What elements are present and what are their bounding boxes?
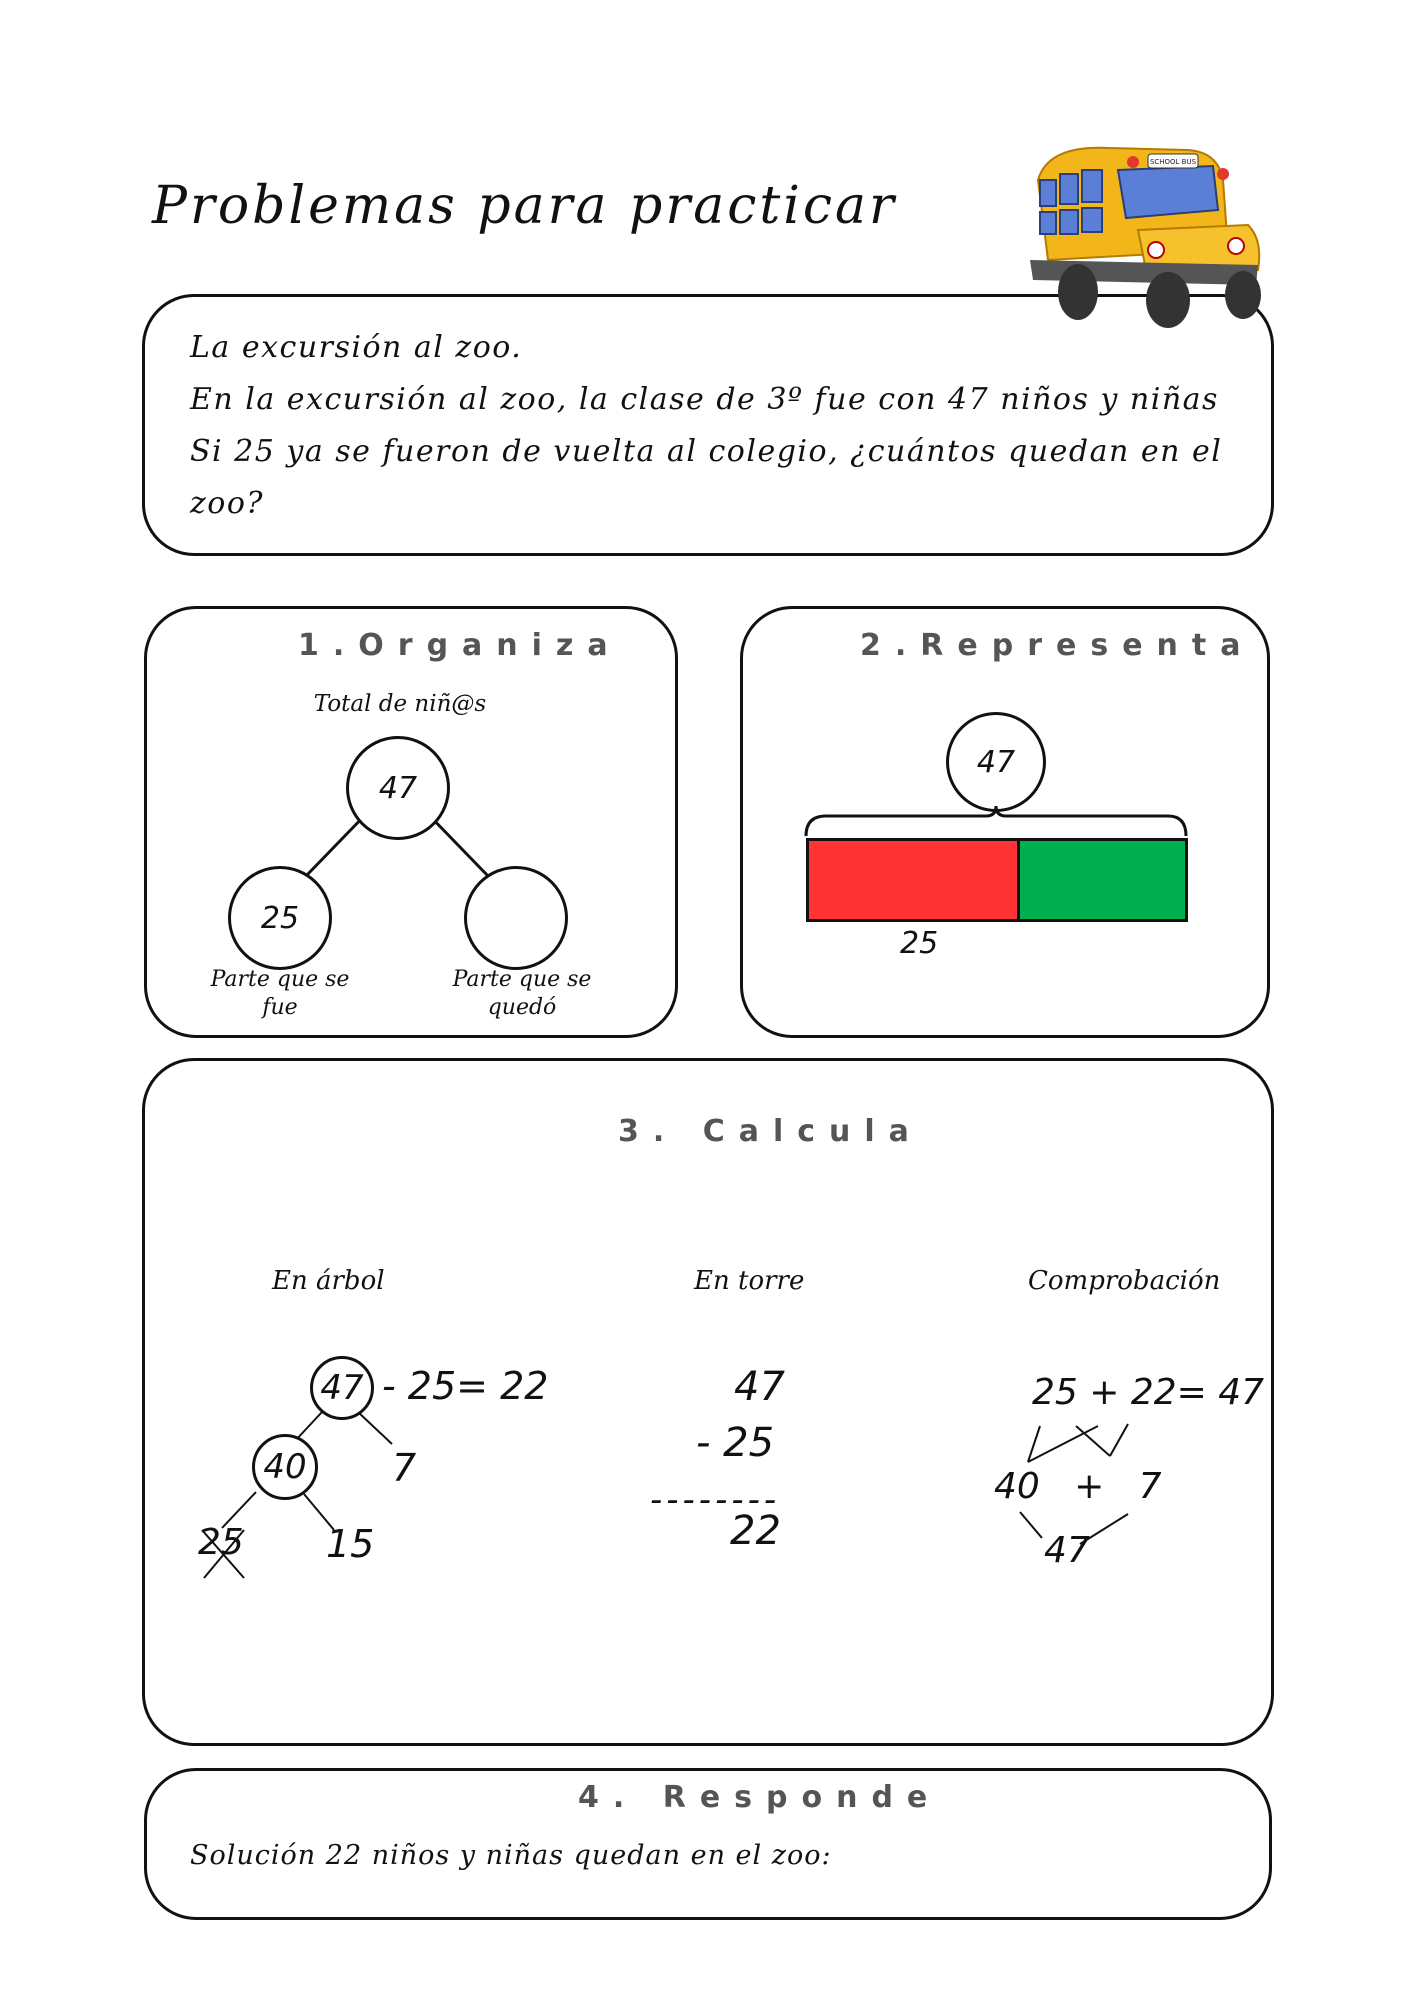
- arbol-equation: - 25= 22: [382, 1364, 549, 1408]
- arbol-label: En árbol: [272, 1266, 385, 1296]
- arbol-left-value: 40: [263, 1447, 307, 1487]
- problem-line-3: Si 25 ya se fueron de vuelta al colegio, ¿cuántos quedan en el: [190, 434, 1223, 469]
- calcula-heading: 3. Calcula: [618, 1114, 923, 1149]
- representa-total-value: 47: [976, 744, 1016, 780]
- arbol-right-value: 7: [392, 1446, 417, 1490]
- comprobacion-equation: 25 + 22= 47: [1032, 1372, 1265, 1413]
- torre-label: En torre: [694, 1266, 805, 1296]
- problem-line-2: En la excursión al zoo, la clase de 3º fue con 47 niños y niñas: [190, 382, 1219, 417]
- responde-answer: Solución 22 niños y niñas quedan en el zoo:: [190, 1840, 832, 1871]
- torre-top: 47: [734, 1364, 785, 1410]
- part-left-value: 25: [260, 900, 300, 936]
- organiza-heading: 1.Organiza: [298, 628, 622, 663]
- torre-result: 22: [730, 1508, 781, 1554]
- torre-minus: - 25: [696, 1420, 775, 1466]
- label-left-line-1: Parte que se: [210, 967, 350, 992]
- total-value: 47: [378, 770, 418, 806]
- problem-line-1: La excursión al zoo.: [190, 330, 523, 365]
- label-left-line-2: fue: [262, 995, 298, 1020]
- comprobacion-result: 47: [1044, 1530, 1090, 1571]
- comprobacion-mid: 40 + 7: [994, 1466, 1162, 1507]
- label-right-line-2: quedó: [487, 995, 557, 1020]
- label-right-line-1: Parte que se: [452, 967, 592, 992]
- page-title: Problemas para practicar: [152, 176, 897, 236]
- responde-heading: 4. Responde: [578, 1780, 942, 1815]
- bus-sign: SCHOOL BUS: [1149, 158, 1197, 166]
- torre-line: --------: [650, 1480, 781, 1520]
- bar-part-value: 25: [900, 926, 939, 961]
- total-label: Total de niñ@s: [313, 691, 487, 717]
- problem-line-4: zoo?: [190, 486, 265, 521]
- arbol-bottom-right-value: 15: [326, 1522, 375, 1566]
- comprobacion-label: Comprobación: [1028, 1266, 1221, 1296]
- representa-heading: 2.Representa: [860, 628, 1255, 663]
- arbol-top-value: 47: [320, 1368, 364, 1408]
- arbol-crossed-value: 25: [198, 1522, 244, 1563]
